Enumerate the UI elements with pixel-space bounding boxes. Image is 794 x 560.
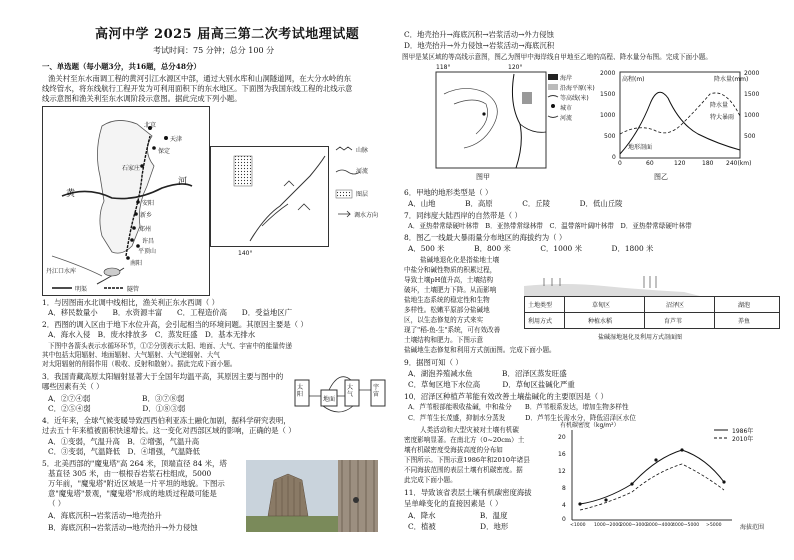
label-shijiazhuang: 石家庄 [122,165,141,172]
figb-series: 降水量 [710,102,729,109]
figb-xtick: 0 [618,160,622,167]
figa-legend: 河流 [560,115,573,122]
saline-cell: 种植水稻 [588,318,613,325]
carbon-ytick: 20 [558,434,566,441]
figb-tick: 1000 [600,112,616,119]
longitude-label: 140° [238,250,253,257]
q7-options: A．亚热带常绿硬叶林带 B．亚热带常绿林带 C．温带落叶阔叶林带 D．亚热带常绿硬叶林带 [408,222,692,230]
intro-line: 壤有机碳密度受海拔高度的分布如 [404,446,503,454]
box-atmosphere: 大气 [347,384,354,398]
figa-caption: 图甲 [476,173,490,181]
legend-transfer: 调水方向 [354,212,379,219]
q5-option-a: A．海底沉积→岩浆活动→地壳抬升 [48,511,162,520]
label-pingdingshan: 平顶山 [138,248,157,255]
saline-cell: 育芦苇 [664,318,683,325]
south-north-water-map [42,106,210,296]
intro-line: 此完成下面小题。 [404,476,457,484]
q5-option-b: B．海底沉积→岩浆活动→地壳抬升→外力侵蚀 [48,523,198,532]
intro-line: 盐地生态系统的稳定性和生物 [404,296,490,304]
q2-stem: 2．西图的调入区由于地下水位升高，会引起相当的环境问题。其原因主要是（ ） [42,320,308,329]
q3-stem-cont: 哪些因素有关（ ） [42,382,104,391]
q11-stem-cont: 呈单峰变化的直接因素是（ ） [404,499,503,508]
q11-stem: 11．导致该省表层土壤有机碳密度海拔 [404,488,532,497]
organic-carbon-chart [556,420,780,536]
q7-stem: 7．同纬度大陆西岸的自然带是（ ） [404,211,522,220]
figb-xtick: 120 [674,160,686,167]
label-xuchang: 许昌 [142,238,155,245]
figb-series: 地形剖面 [628,144,653,151]
q5-option-c: C．地壳抬升→海底沉积→岩浆活动→外力侵蚀 [404,30,554,39]
q3-options: C．②⑤④弱 D．①⑧③弱 [48,404,186,413]
carbon-xtick: 3000~4000 [646,523,674,528]
box-ground: 地面 [323,396,336,403]
devils-tower-photo [246,460,378,532]
figa-legend: 城市 [560,105,573,112]
label-he: 河 [178,177,188,187]
figb-tick: 2000 [600,70,616,77]
intro-line: 线终管水，将东线航行工程开发为可利用面积下的东水地区。下面图为我国东线工程的北线示意 [42,84,353,93]
label-huang: 黄 [66,189,76,199]
carbon-ytick: 16 [558,451,566,458]
intro-line: 盐碱地生态修复和利用方式剖面图。完成下面小题。 [404,346,556,354]
q1-stem: 1．与因图南水北调中线相比，渔关利正东水西调（ ） [42,298,220,307]
q11-options: A．降水 B．温度 [408,511,508,520]
figb-tick: 0 [612,154,616,161]
carbon-ylabel: 有机碳密度（kg/m²） [560,422,620,429]
figb-ylabel-left: 高程(m) [622,76,645,83]
label-tianjin: 天津 [170,136,183,143]
intro-line: 土壤结构和肥力。下图示意 [404,336,484,344]
legend-layer: 图层 [356,191,369,198]
carbon-ytick: 12 [558,468,566,475]
figb-tick: 1500 [744,91,760,98]
q3-stem: 3．我国青藏高原太阳辐射显著大于全国年均温平高，其原因主要与图中的 [42,372,284,381]
figb-xtick: 240(km) [726,160,752,167]
saline-cell: 湖泡 [738,302,751,309]
label-xinxiang: 新乡 [140,212,153,219]
energy-diagram [293,366,389,420]
q10-options: A．芦苇根部能吸收盐碱，中和盐分 B．芦苇根系发达，增加生物多样性 [408,403,629,411]
legend-river: 河流 [356,168,369,175]
carbon-legend: 1986年 [732,428,754,435]
q1-options: A．移民数量小 B．水资源丰富 C．工程造价高 D．受益地区广 [48,308,293,317]
q5-stem: 基直径 305 米，由一根根吞岩浆石柱组成，5000 [48,469,212,478]
carbon-xtick: 1000~2000 [594,523,622,528]
figure-b-chart [598,64,776,182]
saline-cell: 土地类型 [528,302,553,309]
east-water-map [210,146,382,264]
intro-line: 人类活动和大型灾被对土壤有机碳 [420,426,519,434]
carbon-xtick: 2000~3000 [620,523,648,528]
q4-options: C．③变弱，气温降低 D．④增强，气温降低 [48,447,201,456]
figb-xtick: 180 [702,160,714,167]
saline-cell: 草甸区 [592,302,611,309]
saline-caption: 盐碱湿地退化及利用方式剖面图 [598,334,683,341]
q10-options: C．芦苇生长茂盛，抑制水分蒸发 D．芦苇生长需水分，降低沼泽区水位 [408,414,636,422]
q5-stem: 5．北美西部的"魔鬼塔"高 264 米，顶端直径 84 米，塔 [42,459,227,468]
legend-mountain: 山脉 [356,147,369,154]
q3-options: A．②⑦④弱 B．③⑦⑧弱 [48,394,185,403]
label-nanyang: 南阳 [130,260,143,267]
saline-land-diagram [524,256,780,344]
q8-stem: 8．图乙一线最大暴雨量分布地区的海拔约为（ ） [404,233,567,242]
carbon-ytick: 4 [562,502,566,509]
q5-stem: 万年前，"魔鬼塔"附近区域是一片平坦的地貌。下图示 [48,479,225,488]
intro-line: 下图中各箭头表示水循环环节，①②分别表示太阳、地面、大气、宇宙中的能量传递 [48,342,292,350]
carbon-xlabel: 海拔范围 [740,524,765,531]
intro-line: 对太阳辐射的削弱作用（吸收、反射和散射）。据此完成下面小题。 [42,360,237,368]
section-heading: 一、单选题（每小题3分，共16题，总分48分） [42,62,201,71]
figb-xtick: 60 [646,160,654,167]
box-sun: 太阳 [297,384,304,398]
carbon-ytick: 8 [562,485,566,492]
q5-stem: 意"魔鬼塔"景观，"魔鬼塔"形成的地质过程最可能是 [48,489,217,498]
intro-line: 下图所示。下图示意1986年和2010年诸县 [404,456,530,464]
figb-caption: 图乙 [654,173,668,181]
carbon-xtick: >5000 [706,523,722,528]
q9-options: C．草甸区地下水位高 D．草甸区盐碱化严重 [408,380,575,389]
exam-meta: 考试时间：75 分钟；总分 100 分 [153,46,275,55]
intro-line: 现了"稻-鱼-生"系统，可有效改善 [404,326,501,334]
saline-cell: 利用方式 [528,318,553,325]
figb-tick: 500 [604,133,616,140]
figb-tick: 1000 [744,112,760,119]
carbon-xtick: 4000~5000 [672,523,700,528]
q8-options: A．500 米 B．800 米 C．1000 米 D．1800 米 [408,244,654,253]
figb-tick: 2000 [744,70,760,77]
box-space: 宇宙 [373,384,380,398]
page-title: 高河中学 2025 届高三第二次考试地理试题 [95,27,360,42]
intro-line: 多样性。松嫩平原部分盐碱地 [404,306,490,314]
q11-options: C．植被 D．地形 [408,522,509,531]
figb-annotation: 特大暴雨 [710,114,735,121]
q5-stem: （ ） [48,499,66,508]
intro-line: 中盐分和碱性物质的积累过程， [404,266,497,274]
label-beijing: 北京 [144,122,157,129]
figa-lng1: 118° [436,64,451,71]
legend-mingqu: 明渠 [75,286,88,293]
q5-option-d: D．地壳抬升→外力侵蚀→岩浆活动→海底沉积 [404,41,555,50]
intro-line: 区，以生态修复的方式来实 [404,316,484,324]
saline-cell: 养鱼 [738,318,751,325]
legend-suidong: 隧管 [127,286,140,293]
figa-legend: 等高线(米) [560,95,589,102]
figb-ylabel-right: 降水量(mm) [714,76,749,83]
figb-tick: 1500 [600,91,616,98]
label-baoding: 保定 [158,148,171,155]
carbon-ytick: 0 [562,516,566,523]
intro-line: 盐碱地退化化是指盐地土壤 [420,256,500,264]
label-zhengzhou: 郑州 [139,226,152,233]
intro-line: 密度影响显著。在南北方（0~20cm）土 [404,436,525,444]
q9-stem: 9．据图可知（ ） [404,358,463,367]
intro-line: 破坏，土壤肥力下降。从而影响 [404,286,497,294]
intro-line: 导致土壤pH值升高，土壤结构 [404,276,494,284]
carbon-legend: 2010年 [732,436,754,443]
figure-a-contour-map [424,64,596,182]
carbon-xtick: <1000 [570,523,586,528]
intro-line: 渔关村至东水南调工程的黄河引江水源区中部，通过大别水库和山洞隧道网，在大分水岭的东 [48,74,352,83]
figb-tick: 500 [744,133,756,140]
q2-options: A．海水入侵 B．废水排放多 C．蒸发旺盛 D．基本无排水 [48,330,256,339]
label-danjiangkou: 丹江口水库 [46,268,77,275]
intro-line: 不同海拔范围的表层土壤有机碳密度。据 [404,466,523,474]
label-anyang: 安阳 [142,200,155,207]
q6-stem: 6．甲地的地形类型是（ ） [404,188,493,197]
q10-stem: 10．沼泽区种植芦苇能有效改善土壤盐碱化的主要原因是（ ） [404,392,608,401]
intro-line: 线示意图和渔关利至东水调阶段示意图。据此完成下列小题。 [42,94,242,103]
figa-legend: 海岸 [560,75,573,82]
intro-line: 其中包括太阳辐射、地面辐射、大气辐射、大气逆辐射、大气 [42,351,221,359]
figa-legend: 沿海平原(米) [560,85,595,92]
q4-stem-cont: 过去五十年来植被面积快速增长。这一变化对西部区域的影响，正确的是（ ） [42,426,296,435]
intro-line: 图甲是某区域的等高线示意图，图乙为图甲中海岸线自甲地至乙地的高程、降水量分布图。完成下面小题。 [402,53,712,61]
q9-options: A．湖泡养殖减水鱼 B．沼泽区蒸发旺盛 [408,369,567,378]
q4-options: A．①变弱，气温升高 B．②增强，气温升高 [48,437,200,446]
figa-lng2: 120° [508,64,523,71]
q4-stem: 4．近年来，全球气候变暖导致西西伯利亚冻土融化加剧，据科学研究表明， [42,416,291,425]
q6-options: A．山地 B．高原 C．丘陵 D．低山丘陵 [408,199,623,208]
saline-cell: 沼泽区 [666,302,685,309]
